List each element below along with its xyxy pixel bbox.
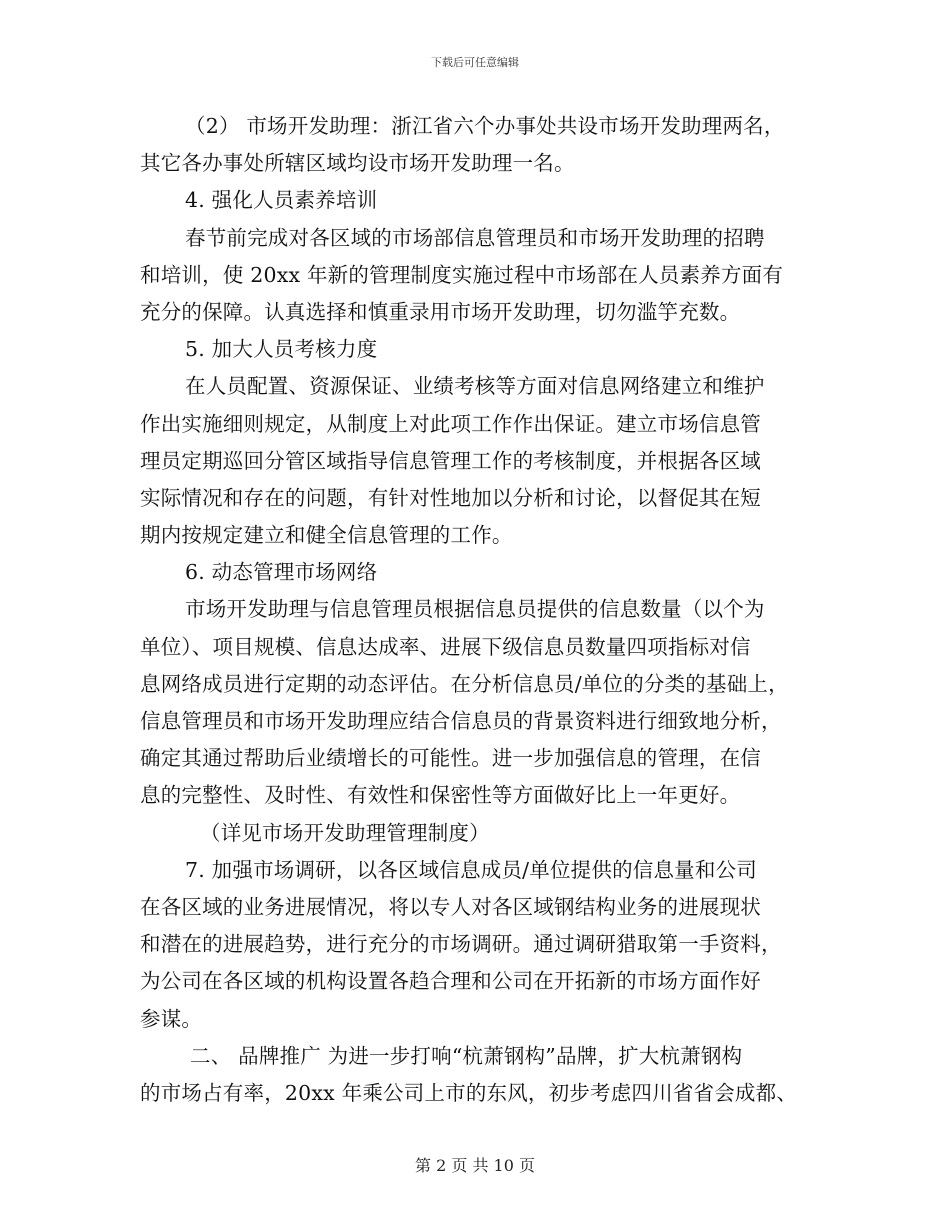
text-line: 实际情况和存在的问题，有针对性地加以分析和讨论，以督促其在短 <box>140 485 761 510</box>
text-line: 和潜在的进展趋势，进行充分的市场调研。通过调研猎取第一手资料， <box>140 932 782 957</box>
text-line: （详见市场开发助理管理制度） <box>200 820 490 845</box>
text-line: 充分的保障。认真选择和慎重录用市场开发助理，切勿滥竽充数。 <box>140 299 741 324</box>
text-line: （2） 市场开发助理：浙江省六个办事处共设市场开发助理两名， <box>185 114 785 138</box>
text-line: 在各区域的业务进展情况，将以专人对各区域钢结构业务的进展现状 <box>140 894 761 919</box>
text-line: 单位）、项目规模、信息达成率、进展下级信息员数量四项指标对信 <box>140 634 751 659</box>
text-line: 4. 强化人员素养培训 <box>185 188 378 213</box>
document-body <box>140 108 815 1112</box>
text-line: 息网络成员进行定期的动态评估。在分析信息员/单位的分类的基础上， <box>140 671 789 696</box>
text-line: 其它各办事处所辖区域均设市场开发助理一名。 <box>140 151 575 176</box>
text-line: 参谋。 <box>140 1006 203 1031</box>
text-line: 在人员配置、资源保证、业绩考核等方面对信息网络建立和维护 <box>185 374 765 399</box>
text-line: 春节前完成对各区域的市场部信息管理员和市场开发助理的招聘 <box>185 225 765 250</box>
text-line: 市场开发助理与信息管理员根据信息员提供的信息数量（以个为 <box>185 597 765 622</box>
page-number: 第 2 页 共 10 页 <box>415 1156 535 1175</box>
text-line: 和培训，使 20xx 年新的管理制度实施过程中市场部在人员素养方面有 <box>140 262 784 287</box>
text-line: 理员定期巡回分管区域指导信息管理工作的考核制度，并根据各区域 <box>140 448 761 473</box>
text-line: 5. 加大人员考核力度 <box>185 337 378 362</box>
text-line: 6. 动态管理市场网络 <box>185 560 378 585</box>
text-line: 为公司在各区域的机构设置各趋合理和公司在开拓新的市场方面作好 <box>140 969 761 994</box>
text-line: 的市场占有率，20xx 年乘公司上市的东风，初步考虑四川省省会成都、 <box>140 1080 798 1105</box>
text-line: 7. 加强市场调研，以各区域信息成员/单位提供的信息量和公司 <box>185 857 757 882</box>
text-line: 信息管理员和市场开发助理应结合信息员的背景资料进行细致地分析， <box>140 709 782 733</box>
text-line: 作出实施细则规定，从制度上对此项工作作出保证。建立市场信息管 <box>140 411 761 436</box>
text-line: 确定其通过帮助后业绩增长的可能性。进一步加强信息的管理，在信 <box>140 746 761 771</box>
text-line: 二、 品牌推广 为进一步打响“杭萧钢构”品牌，扩大杭萧钢构 <box>190 1043 743 1068</box>
text-line: 息的完整性、及时性、有效性和保密性等方面做好比上一年更好。 <box>140 783 741 808</box>
header-note: 下载后可任意编辑 <box>431 56 519 69</box>
text-line: 期内按规定建立和健全信息管理的工作。 <box>140 523 513 548</box>
